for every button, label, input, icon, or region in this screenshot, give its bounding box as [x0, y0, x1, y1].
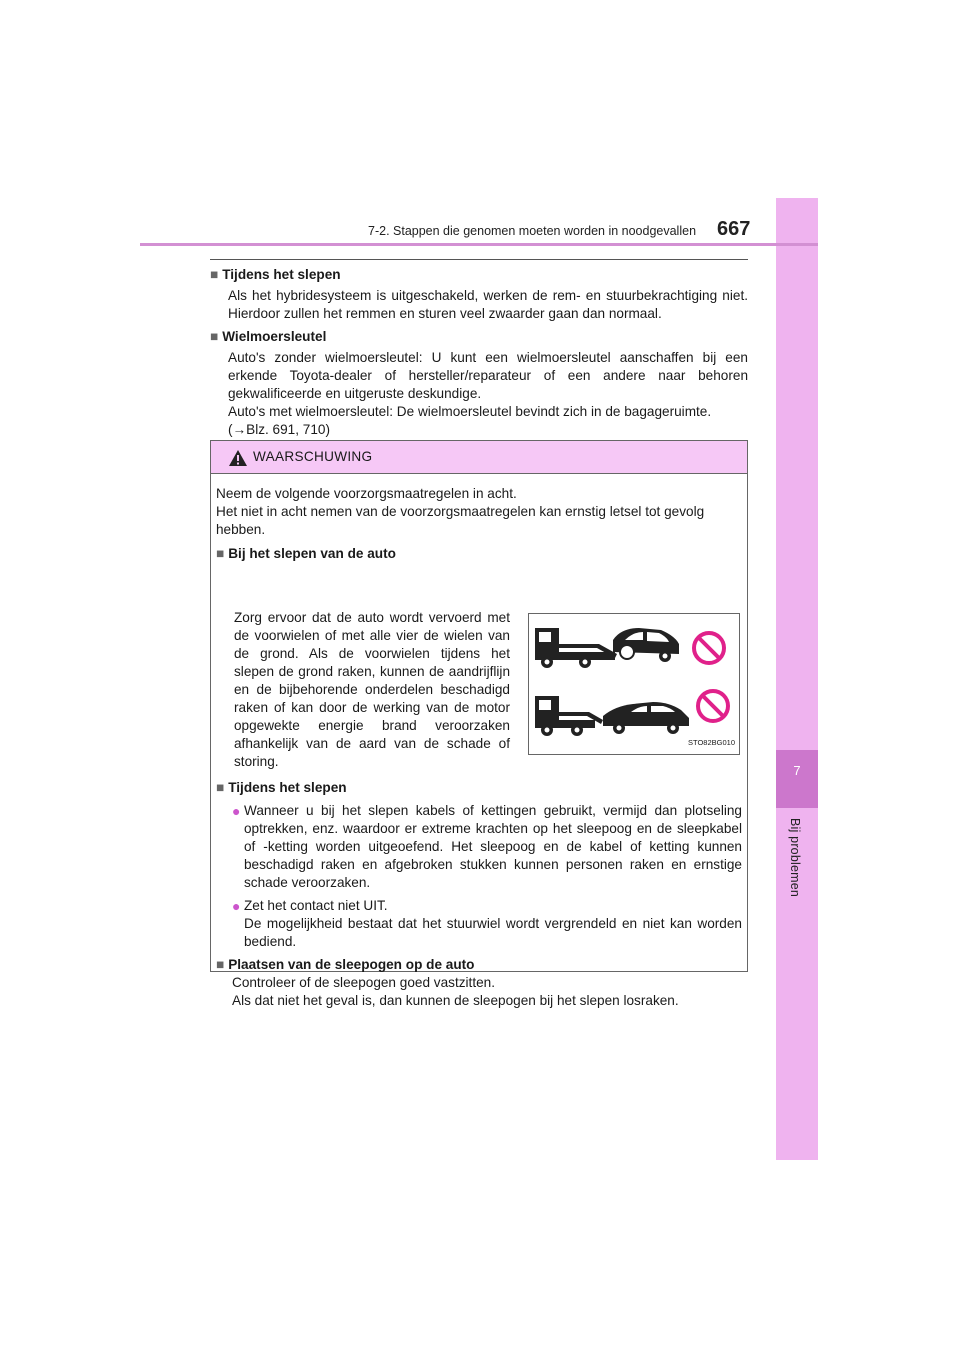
- warning-intro: Neem de volgende voorzorgsmaatregelen in acht.: [216, 486, 517, 501]
- warning-subheading: ■ Plaatsen van de sleepogen op de auto: [216, 957, 475, 972]
- warning-lower: [216, 779, 742, 1010]
- warning-bullet: ● Wanneer u bij het slepen kabels of kettingen gebruikt, vermijd dan plotseling optrekken, enz. waardoor er extreme krachten op het sleepoog en de sleepkabel of -ketting worden uitgeoefend. Het sleepoog en de kabel of ketting kunnen beschadigd raken en afgebroken stukken kunnen personen raken en ernstige schade veroorzaken.: [232, 803, 742, 890]
- tow-truck-illustration: [529, 614, 739, 754]
- chapter-side-tab: [776, 198, 818, 1160]
- warning-triangle-icon: [228, 449, 248, 467]
- square-bullet-icon: ■: [216, 546, 225, 561]
- page-reference: (→Blz. 691, 710): [228, 422, 330, 437]
- section-text: Auto's met wielmoersleutel: De wielmoersleutel bevindt zich in de bagageruimte.: [228, 404, 712, 419]
- image-code: STO82BG010: [688, 738, 735, 747]
- warning-body: [216, 485, 742, 1008]
- towing-text: Zorg ervoor dat de auto wordt vervoerd met de voorwielen of met alle vier de wielen van de grond. Als de voorwielen tijdens het slepen de grond raken, kunnen de aandrijflijn en de bijbehorende onderdelen beschadigd raken of kan door de werking van de motor opgewekte energie brand veroorzaken afhankelijk van de aard van de schade of storing.: [234, 610, 510, 769]
- section-text: Als het hybridesysteem is uitgeschakeld, werken de rem- en stuurbekrachtiging niet. Hierdoor zullen het remmen en sturen veel zwaarder gaan dan normaal.: [228, 288, 748, 321]
- chapter-title: Bij problemen: [788, 818, 802, 898]
- warning-header: [211, 441, 747, 474]
- section-text: Auto's zonder wielmoersleutel: U kunt een wielmoersleutel aanschaffen bij een erkende Toyota-dealer of hersteller/reparateur of een andere naar behoren gekwalificeerde en uitgeruste deskundige.: [228, 350, 748, 401]
- warning-text: Controleer of de sleepogen goed vastzitten.: [232, 975, 495, 990]
- chapter-number: 7: [793, 763, 801, 778]
- square-bullet-icon: ■: [216, 957, 225, 972]
- towing-illustration: [528, 613, 740, 755]
- square-bullet-icon: ■: [210, 329, 219, 344]
- circle-bullet-icon: ●: [232, 898, 241, 914]
- chapter-number-block: [776, 750, 818, 808]
- warning-title: WAARSCHUWING: [253, 449, 373, 464]
- section-heading: ■ Tijdens het slepen: [210, 267, 341, 282]
- section-heading: ■ Wielmoersleutel: [210, 329, 327, 344]
- section-header: 7-2. Stappen die genomen moeten worden in noodgevallen: [368, 224, 697, 238]
- main-content: [210, 266, 748, 439]
- warning-subheading: ■ Tijdens het slepen: [216, 780, 347, 795]
- circle-bullet-icon: ●: [232, 803, 241, 819]
- square-bullet-icon: ■: [210, 267, 219, 282]
- warning-bullet: ● Zet het contact niet UIT. De mogelijkheid bestaat dat het stuurwiel wordt vergrendeld en niet kan worden bediend.: [232, 898, 742, 949]
- warning-intro: Het niet in acht nemen van de voorzorgsmaatregelen kan ernstig letsel tot gevolg hebben.: [216, 504, 705, 537]
- warning-text: Als dat niet het geval is, dan kunnen de sleepogen bij het slepen losraken.: [232, 993, 679, 1008]
- warning-box: [210, 440, 748, 1008]
- top-rule: [210, 259, 748, 260]
- header-divider: [140, 243, 818, 246]
- page-number: 667: [717, 218, 751, 240]
- square-bullet-icon: ■: [216, 780, 225, 795]
- warning-subheading: ■ Bij het slepen van de auto: [216, 546, 396, 561]
